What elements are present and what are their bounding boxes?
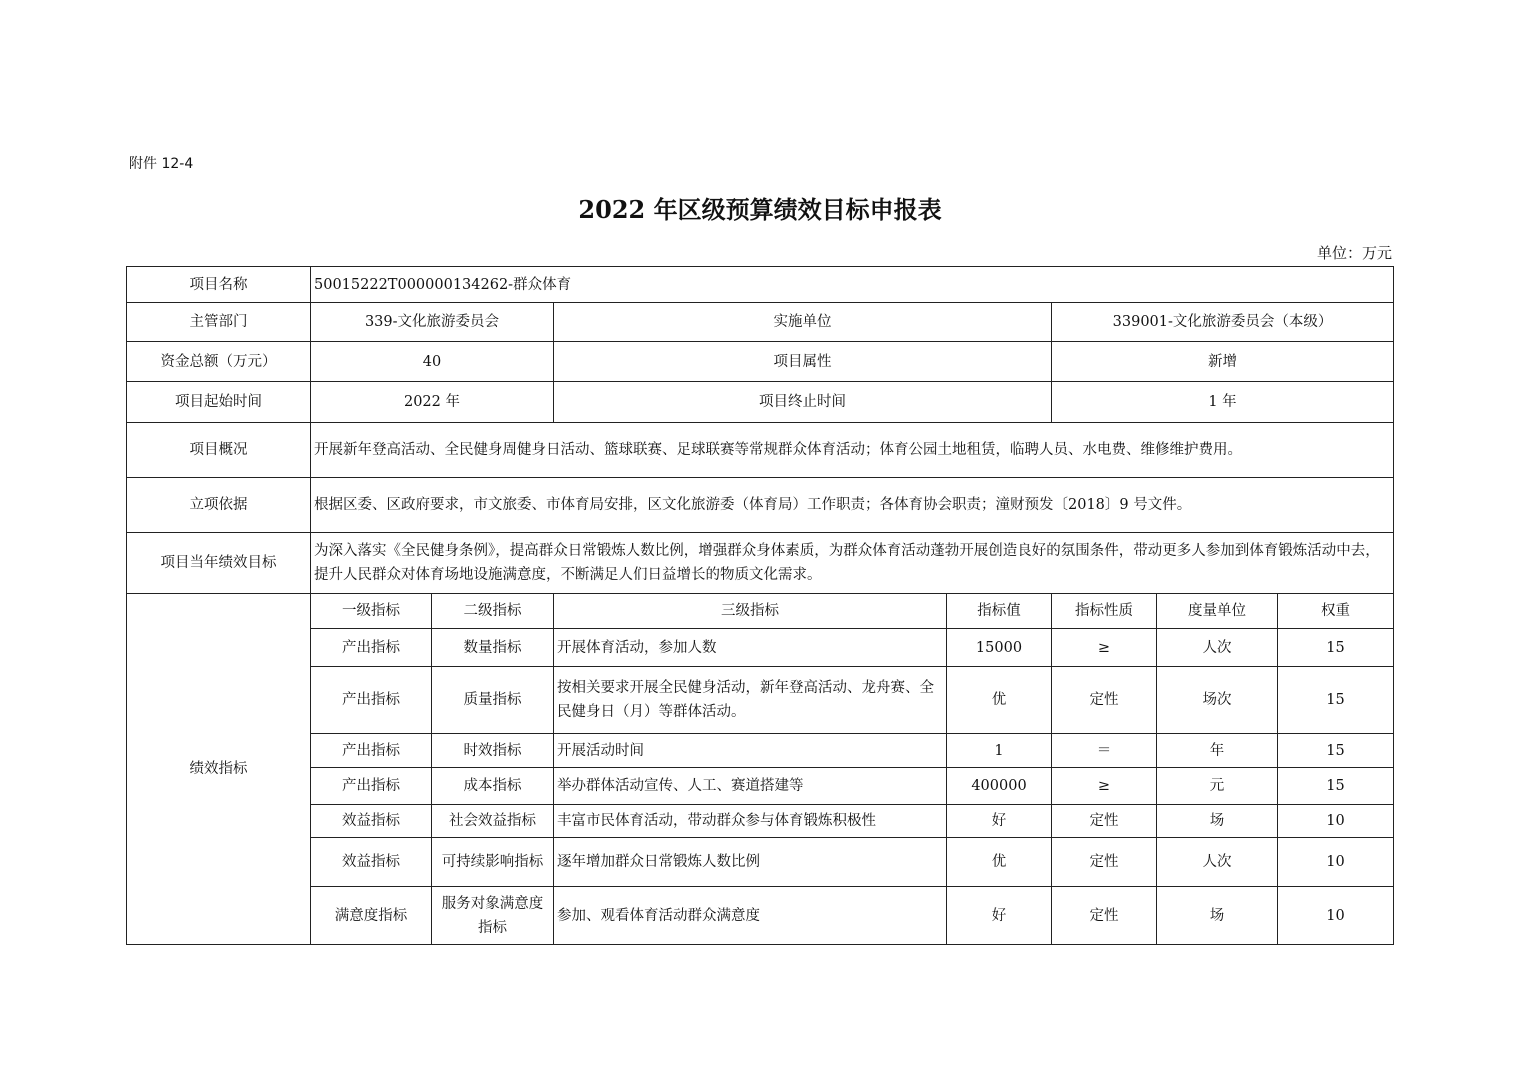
indicator-unit: 场	[1157, 805, 1278, 838]
indicator-row	[127, 805, 1394, 838]
indicator-l3: 参加、观看体育活动群众满意度	[554, 887, 947, 945]
indicator-row	[127, 838, 1394, 887]
header-weight: 权重	[1278, 594, 1394, 629]
indicator-nature: 定性	[1052, 838, 1157, 887]
indicator-unit: 场	[1157, 887, 1278, 945]
indicator-l1: 产出指标	[311, 629, 432, 667]
indicator-unit: 年	[1157, 734, 1278, 768]
indicator-weight: 15	[1278, 629, 1394, 667]
indicator-l3: 丰富市民体育活动，带动群众参与体育锻炼积极性	[554, 805, 947, 838]
indicator-l2: 服务对象满意度指标	[432, 887, 554, 945]
row-time	[127, 382, 1394, 423]
indicator-nature: ≥	[1052, 768, 1157, 805]
indicator-l3: 举办群体活动宣传、人工、赛道搭建等	[554, 768, 947, 805]
indicator-l2: 可持续影响指标	[432, 838, 554, 887]
impl-label: 实施单位	[554, 303, 1052, 342]
goal-label: 项目当年绩效目标	[127, 533, 311, 594]
indicator-unit: 人次	[1157, 838, 1278, 887]
indicator-l1: 产出指标	[311, 667, 432, 734]
header-unit: 度量单位	[1157, 594, 1278, 629]
row-overview	[127, 423, 1394, 478]
indicator-nature: ＝	[1052, 734, 1157, 768]
indicator-value: 优	[947, 838, 1052, 887]
attr-value: 新增	[1052, 342, 1394, 382]
indicator-value: 好	[947, 805, 1052, 838]
goal-value: 为深入落实《全民健身条例》，提高群众日常锻炼人数比例，增强群众身体素质，为群众体育活动蓬勃开展创造良好的氛围条件，带动更多人参加到体育锻炼活动中去，提升人民群众对体育场地设施满意度，不断满足人们日益增长的物质文化需求。	[311, 533, 1394, 594]
indicator-l2: 时效指标	[432, 734, 554, 768]
indicator-weight: 10	[1278, 805, 1394, 838]
indicator-l1: 产出指标	[311, 734, 432, 768]
indicator-weight: 10	[1278, 887, 1394, 945]
attachment-label: 附件 12-4	[129, 156, 194, 172]
dept-value: 339-文化旅游委员会	[311, 303, 554, 342]
indicator-value: 好	[947, 887, 1052, 945]
start-label: 项目起始时间	[127, 382, 311, 423]
start-value: 2022 年	[311, 382, 554, 423]
indicator-weight: 15	[1278, 667, 1394, 734]
indicator-l2: 质量指标	[432, 667, 554, 734]
indicator-row	[127, 887, 1394, 945]
indicator-row	[127, 629, 1394, 667]
indicator-unit: 人次	[1157, 629, 1278, 667]
row-department	[127, 303, 1394, 342]
indicator-weight: 15	[1278, 768, 1394, 805]
header-nature: 指标性质	[1052, 594, 1157, 629]
indicator-row	[127, 734, 1394, 768]
indicator-nature: 定性	[1052, 887, 1157, 945]
row-project-name	[127, 267, 1394, 303]
indicator-l1: 产出指标	[311, 768, 432, 805]
indicator-value: 400000	[947, 768, 1052, 805]
row-goal	[127, 533, 1394, 594]
impl-value: 339001-文化旅游委员会（本级）	[1052, 303, 1394, 342]
end-label: 项目终止时间	[554, 382, 1052, 423]
indicator-l1: 效益指标	[311, 838, 432, 887]
indicator-l2: 社会效益指标	[432, 805, 554, 838]
indicator-weight: 15	[1278, 734, 1394, 768]
project-name-value: 50015222T000000134262-群众体育	[311, 267, 1394, 303]
indicator-l1: 满意度指标	[311, 887, 432, 945]
indicator-unit: 元	[1157, 768, 1278, 805]
budget-performance-table	[126, 266, 1394, 945]
indicators-section-label: 绩效指标	[127, 594, 311, 945]
indicator-value: 优	[947, 667, 1052, 734]
overview-value: 开展新年登高活动、全民健身周健身日活动、篮球联赛、足球联赛等常规群众体育活动；体育公园土地租赁，临聘人员、水电费、维修维护费用。	[311, 423, 1394, 478]
indicator-l3: 开展活动时间	[554, 734, 947, 768]
indicator-l3: 逐年增加群众日常锻炼人数比例	[554, 838, 947, 887]
overview-label: 项目概况	[127, 423, 311, 478]
project-name-label: 项目名称	[127, 267, 311, 303]
indicator-value: 15000	[947, 629, 1052, 667]
end-value: 1 年	[1052, 382, 1394, 423]
header-l3: 三级指标	[554, 594, 947, 629]
indicator-l2: 成本指标	[432, 768, 554, 805]
indicator-nature: 定性	[1052, 805, 1157, 838]
funds-value: 40	[311, 342, 554, 382]
dept-label: 主管部门	[127, 303, 311, 342]
row-funds	[127, 342, 1394, 382]
indicator-nature: 定性	[1052, 667, 1157, 734]
indicator-l3: 按相关要求开展全民健身活动，新年登高活动、龙舟赛、全民健身日（月）等群体活动。	[554, 667, 947, 734]
indicator-row	[127, 667, 1394, 734]
header-l2: 二级指标	[432, 594, 554, 629]
unit-label: 单位：万元	[1316, 244, 1392, 262]
indicator-nature: ≥	[1052, 629, 1157, 667]
funds-label: 资金总额（万元）	[127, 342, 311, 382]
indicator-l2: 数量指标	[432, 629, 554, 667]
indicator-unit: 场次	[1157, 667, 1278, 734]
header-l1: 一级指标	[311, 594, 432, 629]
row-basis	[127, 478, 1394, 533]
indicator-l1: 效益指标	[311, 805, 432, 838]
header-value: 指标值	[947, 594, 1052, 629]
indicator-value: 1	[947, 734, 1052, 768]
indicator-l3: 开展体育活动，参加人数	[554, 629, 947, 667]
basis-label: 立项依据	[127, 478, 311, 533]
indicator-weight: 10	[1278, 838, 1394, 887]
basis-value: 根据区委、区政府要求，市文旅委、市体育局安排，区文化旅游委（体育局）工作职责；各体育协会职责；潼财预发〔2018〕9 号文件。	[311, 478, 1394, 533]
attr-label: 项目属性	[554, 342, 1052, 382]
indicator-row	[127, 768, 1394, 805]
indicator-header-row	[127, 594, 1394, 629]
page-title: 2022 年区级预算绩效目标申报表	[578, 195, 942, 224]
